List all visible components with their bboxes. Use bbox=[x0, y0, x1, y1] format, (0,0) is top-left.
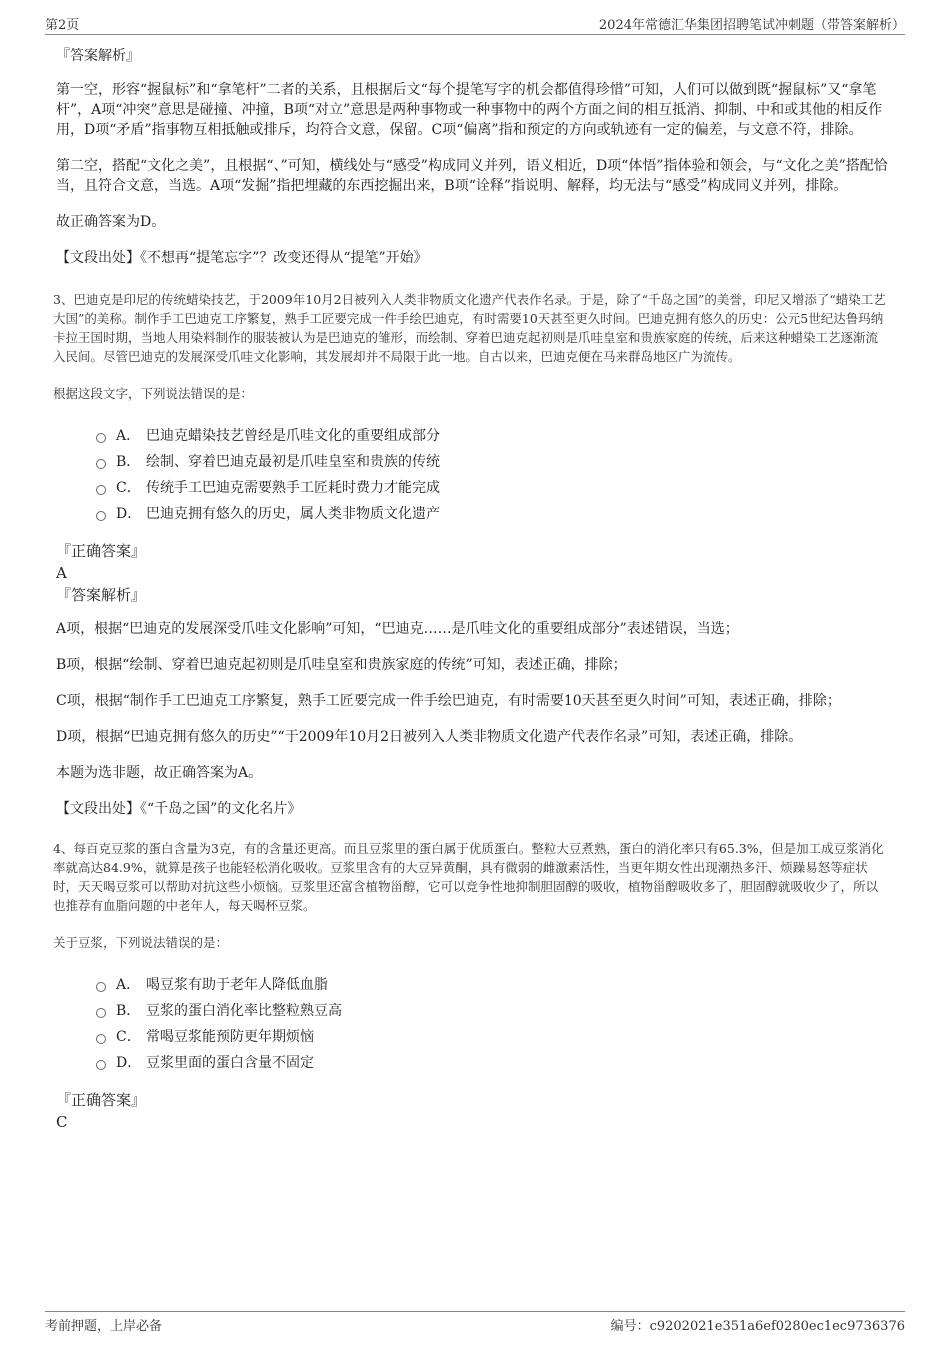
analysis-conclusion: 故正确答案为D。 bbox=[56, 214, 166, 230]
option-letter: D． bbox=[116, 506, 142, 522]
option-letter: C． bbox=[116, 1029, 141, 1045]
option-list bbox=[96, 423, 890, 527]
option-text: 巴迪克拥有悠久的历史，属人类非物质文化遗产 bbox=[146, 506, 440, 522]
correct-answer: A bbox=[56, 564, 67, 582]
option-a[interactable] bbox=[96, 972, 890, 998]
option-text: 喝豆浆有助于老年人降低血脂 bbox=[146, 977, 328, 993]
analysis-paragraph: B项，根据“绘制、穿着巴迪克起初则是爪哇皇室和贵族家庭的传统”可知，表述正确，排除； bbox=[56, 657, 627, 673]
option-text: 绘制、穿着巴迪克最初是爪哇皇室和贵族的传统 bbox=[146, 454, 440, 470]
page-footer bbox=[45, 1311, 905, 1334]
option-text: 巴迪克蜡染技艺曾经是爪哇文化的重要组成部分 bbox=[146, 428, 440, 444]
option-text: 常喝豆浆能预防更年期烦恼 bbox=[146, 1029, 314, 1045]
question-4 bbox=[53, 839, 890, 1132]
passage-source: 【文段出处】《“千岛之国”的文化名片》 bbox=[56, 801, 302, 817]
answer-label: 『正确答案』 bbox=[56, 542, 147, 560]
option-d[interactable] bbox=[96, 501, 890, 527]
radio-icon[interactable] bbox=[96, 1034, 106, 1044]
radio-icon[interactable] bbox=[96, 1060, 106, 1070]
page-content bbox=[53, 46, 890, 1134]
document-title: 2024年常德汇华集团招聘笔试冲刺题（带答案解析） bbox=[598, 18, 905, 33]
option-d[interactable] bbox=[96, 1050, 890, 1076]
analysis-paragraph: A项，根据“巴迪克的发展深受爪哇文化影响”可知，“巴迪克……是爪哇文化的重要组成部分”表述错误，当选； bbox=[56, 621, 739, 637]
option-text: 传统手工巴迪克需要熟手工匠耗时费力才能完成 bbox=[146, 480, 440, 496]
question-3 bbox=[53, 290, 890, 819]
document-id: 编号：c9202021e351a6ef0280ec1ec9736376 bbox=[610, 1319, 905, 1334]
option-list bbox=[96, 972, 890, 1076]
analysis-paragraph: 第一空，形容“握鼠标”和“拿笔杆”二者的关系，且根据后文“每个提笔写字的机会都值得珍惜”可知，人们可以做到既“握鼠标”又“拿笔杆”，A项“冲突”意思是碰撞、冲撞，B项“对立”意思是两种事物或一种事物中的两个方面之间的相互抵消、抑制、中和或其他的相反作用，D项“矛盾”指事物互相抵触或排斥，均符合文意，保留。C项“偏离”指和预定的方向或轨迹有一定的偏差，与文意不符，排除。 bbox=[56, 82, 883, 138]
radio-icon[interactable] bbox=[96, 511, 106, 521]
option-b[interactable] bbox=[96, 449, 890, 475]
option-letter: A． bbox=[116, 428, 141, 444]
radio-icon[interactable] bbox=[96, 982, 106, 992]
option-c[interactable] bbox=[96, 475, 890, 501]
radio-icon[interactable] bbox=[96, 433, 106, 443]
page-header bbox=[45, 14, 905, 35]
analysis-label: 『答案解析』 bbox=[56, 48, 140, 64]
analysis-label: 『答案解析』 bbox=[56, 586, 147, 604]
option-letter: B． bbox=[116, 454, 141, 470]
option-text: 豆浆里面的蛋白含量不固定 bbox=[146, 1055, 314, 1071]
question-prompt: 关于豆浆，下列说法错误的是： bbox=[53, 935, 229, 950]
radio-icon[interactable] bbox=[96, 459, 106, 469]
footer-slogan: 考前押题，上岸必备 bbox=[45, 1319, 163, 1334]
analysis-conclusion: 本题为选非题，故正确答案为A。 bbox=[56, 765, 263, 781]
option-c[interactable] bbox=[96, 1024, 890, 1050]
option-letter: D． bbox=[116, 1055, 142, 1071]
radio-icon[interactable] bbox=[96, 1008, 106, 1018]
answer-analysis-block bbox=[56, 46, 890, 268]
analysis-paragraph: C项，根据“制作手工巴迪克工序繁复，熟手工匠要完成一件手绘巴迪克，有时需要10天甚至更久时间”可知，表述正确，排除； bbox=[56, 693, 841, 709]
option-b[interactable] bbox=[96, 998, 890, 1024]
option-letter: A． bbox=[116, 977, 141, 993]
analysis-paragraph: D项，根据“巴迪克拥有悠久的历史”“于2009年10月2日被列入人类非物质文化遗产代表作名录”可知，表述正确，排除。 bbox=[56, 729, 803, 745]
question-text: 4、每百克豆浆的蛋白含量为3克，有的含量还更高。而且豆浆里的蛋白属于优质蛋白。整粒大豆煮熟，蛋白的消化率只有65.3%，但是加工成豆浆消化率就高达84.9%，就算是孩子也能轻松消化吸收。豆浆里含有的大豆异黄酮，具有微弱的雌激素活性，当更年期女性出现潮热多汗、烦躁易怒等症状时，天天喝豆浆可以帮助对抗这些小烦恼。豆浆里还富含植物甾醇，它可以竞争性地抑制胆固醇的吸收，植物甾醇吸收多了，胆固醇就吸收少了，所以也推荐有血脂问题的中老年人，每天喝杯豆浆。 bbox=[53, 841, 884, 913]
page-number: 第2页 bbox=[45, 18, 80, 33]
question-prompt: 根据这段文字，下列说法错误的是： bbox=[53, 386, 254, 401]
option-letter: C． bbox=[116, 480, 141, 496]
correct-answer: C bbox=[56, 1113, 68, 1131]
option-text: 豆浆的蛋白消化率比整粒熟豆高 bbox=[146, 1003, 342, 1019]
analysis-paragraph: 第二空，搭配“文化之美”，且根据“、”可知，横线处与“感受”构成同义并列，语义相近，D项“体悟”指体验和领会，与“文化之美”搭配恰当，且符合文意，当选。A项“发掘”指把埋藏的东西挖掘出来，B项“诠释”指说明、解释，均无法与“感受”构成同义并列，排除。 bbox=[56, 158, 888, 194]
option-a[interactable] bbox=[96, 423, 890, 449]
question-text: 3、巴迪克是印尼的传统蜡染技艺，于2009年10月2日被列入人类非物质文化遗产代表作名录。于是，除了“千岛之国”的美誉，印尼又增添了“蜡染工艺大国”的美称。制作手工巴迪克工序繁复，熟手工匠要完成一件手绘巴迪克，有时需要10天甚至更久时间。巴迪克拥有悠久的历史：公元5世纪达鲁玛纳卡拉王国时期，当地人用染料制作的服装被认为是巴迪克的雏形，而绘制、穿着巴迪克起初则是爪哇皇室和贵族家庭的传统，后来这种蜡染工艺逐渐流入民间。尽管巴迪克的发展深受爪哇文化影响，其发展却并不局限于此一地。自古以来，巴迪克便在马来群岛地区广为流传。 bbox=[53, 292, 886, 364]
answer-label: 『正确答案』 bbox=[56, 1091, 147, 1109]
radio-icon[interactable] bbox=[96, 485, 106, 495]
passage-source: 【文段出处】《不想再“提笔忘字”？改变还得从“提笔”开始》 bbox=[56, 250, 428, 266]
option-letter: B． bbox=[116, 1003, 141, 1019]
